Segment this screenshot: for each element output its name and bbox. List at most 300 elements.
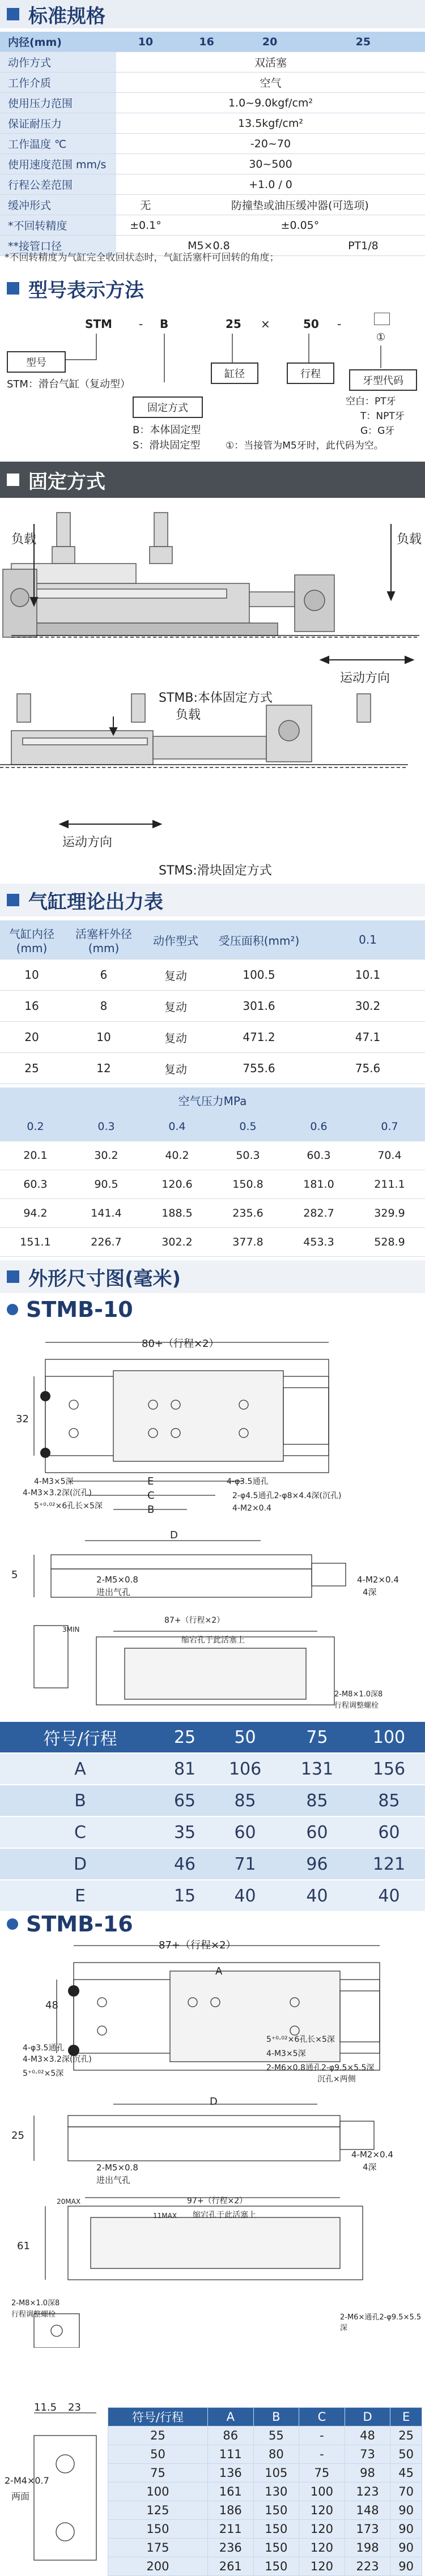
dim-cell: 161	[207, 2483, 253, 2501]
fix-s: S：滑块固定型	[133, 440, 201, 451]
spec-row	[0, 215, 425, 236]
m3-label: 4-M3×3.2深(沉孔)	[23, 1489, 92, 1498]
force-row	[0, 1053, 425, 1084]
force-cell: 471.2	[207, 1022, 311, 1053]
section-square-icon	[7, 474, 19, 486]
pressure-row	[0, 1228, 425, 1257]
thread-blank: 空白：PT牙	[346, 396, 396, 407]
force-cell: 10	[0, 959, 63, 991]
force-header-cell: 气缸内径(mm)	[0, 920, 63, 959]
pressure-header-cell: 0.6	[283, 1112, 354, 1141]
pressure-cell: 150.8	[212, 1170, 283, 1199]
force-header-cell: 活塞杆外径(mm)	[63, 920, 144, 959]
spec-value: 空气	[116, 72, 425, 93]
dim-cell: 175	[108, 2539, 208, 2557]
spec-row	[0, 72, 425, 93]
force-cell: 755.6	[207, 1053, 311, 1084]
spec-row	[0, 174, 425, 195]
vD16-label: D	[210, 2096, 218, 2108]
pressure-cell: 528.9	[354, 1228, 425, 1257]
spec-row	[0, 113, 425, 134]
load-label-s: 负载	[176, 708, 201, 722]
spec-value: +1.0 / 0	[116, 174, 425, 195]
len10-label: 80+（行程×2）	[142, 1338, 219, 1350]
dim-cell: 120	[299, 2501, 345, 2520]
m8-16-label: 2-M8×1.0深8	[11, 2299, 60, 2308]
4m316-label: 4-M3×5深	[266, 2049, 306, 2058]
spec-label: 工作介质	[0, 72, 116, 93]
dim-row	[108, 2445, 422, 2464]
dims-title: 外形尺寸图(毫米)	[28, 1267, 181, 1290]
section-square-icon	[7, 282, 19, 295]
stmb10-label: STMB-10	[26, 1297, 133, 1322]
force-title-bar	[0, 884, 425, 916]
spec-label: 缓冲形式	[0, 195, 116, 215]
11max-label: 11MAX	[153, 2212, 177, 2220]
dim-cell: -	[299, 2426, 345, 2445]
dim-cell: 100	[299, 2483, 345, 2501]
dim-cell: 50	[390, 2445, 422, 2464]
dim-cell: 156	[353, 1753, 425, 1785]
dim-cell: 106	[209, 1753, 281, 1785]
spec-note: *不回转精度为气缸完全收回状态时，气缸活塞杆可回转的角度；	[5, 252, 279, 263]
dim-cell: 136	[207, 2464, 253, 2483]
depth-label: 4深	[363, 1587, 377, 1597]
adj-label: 缩宕孔于此活塞上	[181, 1636, 245, 1645]
mount-title: 固定方式	[28, 470, 105, 493]
spec-value: 双活塞	[116, 52, 425, 72]
dim-cell: 46	[160, 1848, 209, 1880]
dim-row	[0, 1785, 425, 1816]
pressure-header-cell: 0.2	[0, 1112, 71, 1141]
spec-table	[0, 32, 425, 256]
caption-stms: STMS:滑块固定方式	[159, 864, 272, 878]
model-code-stroke: 50	[303, 317, 319, 331]
spec-value: M5×0.8	[116, 236, 301, 256]
v25-label: 25	[11, 2130, 24, 2142]
v115-label: 11.5	[34, 2402, 57, 2413]
dim-cell: 25	[390, 2426, 422, 2445]
spec-value: 30~500	[116, 154, 425, 174]
force-cell: 12	[63, 1053, 144, 1084]
force-cell: 47.1	[311, 1022, 425, 1053]
v61-label: 61	[17, 2240, 30, 2252]
len16b-label: 97+（行程×2）	[187, 2197, 248, 2206]
dim-header-cell: 符号/行程	[108, 2408, 208, 2426]
dim-cell: 15	[160, 1880, 209, 1912]
dim-row	[0, 1816, 425, 1848]
force-header-cell: 受压面积(mm²)	[207, 920, 311, 959]
thread-g: G：G牙	[360, 425, 395, 437]
v48-label: 48	[45, 1999, 58, 2011]
spec-header-cell: 10	[116, 32, 175, 52]
dim-cell: 25	[108, 2426, 208, 2445]
dim-cell: 96	[281, 1848, 353, 1880]
pressure-cell: 94.2	[0, 1199, 71, 1228]
pressure-cell: 377.8	[212, 1228, 283, 1257]
m8b-16-label: 行程调整螺栓	[11, 2310, 56, 2319]
m4-label: 4-M2×0.4	[232, 1504, 271, 1513]
dot-icon	[7, 1918, 18, 1930]
fix-b: B：本体固定型	[133, 424, 201, 436]
model-code-b: B	[160, 317, 169, 331]
model-sep: -	[337, 317, 342, 331]
m316-label: 4-M3×3.2深(沉孔)	[23, 2055, 92, 2064]
spec-header-cell: 20	[238, 32, 301, 52]
dim-cell: D	[0, 1848, 160, 1880]
spec-header-cell: 内径(mm)	[0, 32, 116, 52]
mount-b-drawing	[0, 507, 425, 779]
force-cell: 100.5	[207, 959, 311, 991]
dim-cell: 131	[281, 1753, 353, 1785]
dim-cell: 120	[299, 2557, 345, 2576]
spec-label: 保证耐压力	[0, 113, 116, 134]
dim-cell: A	[0, 1753, 160, 1785]
dim-cell: 75	[299, 2464, 345, 2483]
spec-value: 1.0~9.0kgf/cm²	[116, 93, 425, 113]
model-note: ①：当接管为M5牙时，此代码为空。	[226, 440, 384, 451]
thread-box: 牙型代码	[349, 369, 417, 391]
dim-header-cell: C	[299, 2408, 345, 2426]
model-title: 型号表示方法	[28, 279, 144, 302]
spec-label: 使用速度范围 mm/s	[0, 154, 116, 174]
dim-cell: 35	[160, 1816, 209, 1848]
caption-stmb: STMB:本体固定方式	[159, 691, 273, 705]
spec-value: ±0.05°	[175, 215, 425, 236]
v5-label: 5	[11, 1569, 18, 1581]
4s16-label: 4-φ3.5通孔	[23, 2044, 65, 2053]
force-cell: 25	[0, 1053, 63, 1084]
dim-cell: 86	[207, 2426, 253, 2445]
force-header-cell: 0.1	[311, 920, 425, 959]
force-cell: 30.2	[311, 991, 425, 1022]
dim-cell: 65	[160, 1785, 209, 1816]
pressure-cell: 282.7	[283, 1199, 354, 1228]
spec-row	[0, 195, 425, 215]
dim-row	[108, 2539, 422, 2557]
dim-cell: 105	[253, 2464, 299, 2483]
dim-header-cell: 符号/行程	[0, 1722, 160, 1753]
mount-title-bar	[0, 462, 425, 498]
stmb16-heading	[7, 1912, 133, 1937]
vB-label: B	[147, 1504, 155, 1516]
dim-cell: 60	[281, 1816, 353, 1848]
spec-value: 无	[116, 195, 175, 215]
dim-cell: 186	[207, 2501, 253, 2520]
motion-label-s: 运动方向	[62, 835, 113, 850]
dim-cell: 60	[209, 1816, 281, 1848]
force-cell: 20	[0, 1022, 63, 1053]
pressure-cell: 181.0	[283, 1170, 354, 1199]
depth16-label: 4深	[363, 2162, 377, 2172]
load-label-right: 负载	[397, 532, 422, 547]
pressure-cell: 40.2	[142, 1141, 212, 1170]
force-cell: 10.1	[311, 959, 425, 991]
pressure-title: 空气压力MPa	[0, 1087, 425, 1112]
3min-label: 3MIN	[62, 1626, 80, 1634]
dim-cell: 40	[281, 1880, 353, 1912]
stmb16-label: STMB-16	[26, 1912, 133, 1937]
pressure-header-cell: 0.3	[71, 1112, 142, 1141]
force-cell: 75.6	[311, 1053, 425, 1084]
dim-cell: -	[299, 2445, 345, 2464]
vE-label: E	[147, 1475, 154, 1487]
spec-value: PT1/8	[301, 236, 425, 256]
dim-header-cell: E	[390, 2408, 422, 2426]
pressure-cell: 120.6	[142, 1170, 212, 1199]
m516-label: 2-M5×0.8	[96, 2163, 138, 2173]
m8b-label: 行程调整螺栓	[334, 1701, 379, 1710]
dim-cell: 261	[207, 2557, 253, 2576]
dim-cell: 150	[253, 2501, 299, 2520]
dim-cell: 121	[353, 1848, 425, 1880]
spec-label: *不回转精度	[0, 215, 116, 236]
dim-cell: B	[0, 1785, 160, 1816]
5-label: 5⁺⁰·⁰²×6孔长×5深	[34, 1502, 103, 1511]
dim-header-cell: D	[345, 2408, 390, 2426]
dim-cell: 148	[345, 2501, 390, 2520]
m5-label: 2-M5×0.8	[96, 1575, 138, 1585]
pressure-cell: 70.4	[354, 1141, 425, 1170]
pressure-cell: 141.4	[71, 1199, 142, 1228]
dim-cell: 150	[108, 2520, 208, 2539]
dim-row	[108, 2557, 422, 2576]
dim-cell: 130	[253, 2483, 299, 2501]
dim-cell: 50	[108, 2445, 208, 2464]
516b-label: 5⁺⁰·⁰²×6孔长×5深	[266, 2035, 335, 2044]
pressure-header-cell: 0.7	[354, 1112, 425, 1141]
inlet-label: 进出气孔	[96, 1587, 131, 1597]
force-row	[0, 1022, 425, 1053]
v32-label: 32	[16, 1413, 29, 1425]
dim-cell: 73	[345, 2445, 390, 2464]
load-label-left: 负载	[11, 532, 37, 547]
section-square-icon	[7, 1270, 19, 1283]
m2-label: 2-M4×0.7	[5, 2475, 49, 2486]
pressure-cell: 329.9	[354, 1199, 425, 1228]
dim-cell: 81	[160, 1753, 209, 1785]
dim-cell: 98	[345, 2464, 390, 2483]
dim-cell: 150	[253, 2520, 299, 2539]
dim-cell: 85	[209, 1785, 281, 1816]
dim-cell: 71	[209, 1848, 281, 1880]
dim-row	[0, 1753, 425, 1785]
pressure-cell: 226.7	[71, 1228, 142, 1257]
pressure-header-row	[0, 1112, 425, 1141]
dim-cell: 211	[207, 2520, 253, 2539]
spec-label: 动作方式	[0, 52, 116, 72]
dim-cell: 48	[345, 2426, 390, 2445]
m6b-label: 沉孔×两侧	[317, 2075, 356, 2084]
type-box: 型号	[7, 351, 66, 373]
both-label: 两面	[11, 2491, 30, 2502]
stmb16-table	[108, 2407, 422, 2576]
motion-label-b: 运动方向	[340, 671, 390, 685]
spec-title-bar	[0, 0, 425, 28]
force-row	[0, 959, 425, 991]
spec-row	[0, 134, 425, 154]
dim-row	[108, 2426, 422, 2445]
vD-label: D	[170, 1529, 178, 1541]
dim-cell: 85	[353, 1785, 425, 1816]
stmb16-drawing	[0, 1940, 425, 2348]
dim-cell: 125	[108, 2501, 208, 2520]
dim-header-cell: 75	[281, 1722, 353, 1753]
force-cell: 10	[63, 1022, 144, 1053]
516-label: 5⁺⁰·⁰²×5深	[23, 2069, 64, 2078]
stmb16-end-view	[0, 2402, 108, 2571]
dim-header-cell: 100	[353, 1722, 425, 1753]
pressure-cell: 151.1	[0, 1228, 71, 1257]
dim-cell: 111	[207, 2445, 253, 2464]
force-cell: 复动	[144, 959, 207, 991]
stmb10-table	[0, 1722, 425, 1912]
type-desc: STM：滑台气缸（复动型）	[7, 378, 130, 390]
stmb10-header-row	[0, 1722, 425, 1753]
dim-cell: 200	[108, 2557, 208, 2576]
dim-row	[108, 2501, 422, 2520]
45-label: 2-φ4.5通孔2-φ8×4.4深(沉孔)	[232, 1491, 342, 1500]
pressure-cell: 50.3	[212, 1141, 283, 1170]
section-square-icon	[7, 894, 19, 906]
pressure-row	[0, 1141, 425, 1170]
dim-header-cell: 50	[209, 1722, 281, 1753]
pressure-header-cell: 0.5	[212, 1112, 283, 1141]
dims-title-bar	[0, 1260, 425, 1293]
dim-cell: 173	[345, 2520, 390, 2539]
force-cell: 16	[0, 991, 63, 1022]
len10b-label: 87+（行程×2）	[164, 1616, 225, 1625]
spec-row	[0, 154, 425, 174]
adj16-label: 缩宕孔于此活塞上	[193, 2211, 256, 2220]
spec-label: **接管口径	[0, 236, 116, 256]
dim-cell: 198	[345, 2539, 390, 2557]
pressure-cell: 60.3	[0, 1170, 71, 1199]
force-cell: 复动	[144, 991, 207, 1022]
force-cell: 复动	[144, 1022, 207, 1053]
dim-cell: 90	[390, 2501, 422, 2520]
pressure-cell: 60.3	[283, 1141, 354, 1170]
dim-cell: 40	[209, 1880, 281, 1912]
dim-row	[0, 1848, 425, 1880]
spec-header-cell: 25	[301, 32, 425, 52]
stmb16-header-row	[108, 2408, 422, 2426]
dim-cell: 90	[390, 2557, 422, 2576]
m4-16-label: 4-M2×0.4	[351, 2149, 393, 2160]
circle-note-1: ①	[376, 331, 386, 343]
dim-cell: 90	[390, 2539, 422, 2557]
dim-cell: C	[0, 1816, 160, 1848]
pressure-cell: 30.2	[71, 1141, 142, 1170]
force-header-cell: 动作型式	[144, 920, 207, 959]
dim-cell: 120	[299, 2539, 345, 2557]
pressure-cell: 20.1	[0, 1141, 71, 1170]
dim-cell: E	[0, 1880, 160, 1912]
spec-row	[0, 52, 425, 72]
model-sep: -	[139, 317, 143, 331]
stmb10-heading	[7, 1297, 133, 1322]
model-code-bore: 25	[226, 317, 241, 331]
model-title-bar	[0, 272, 425, 305]
spec-label: 行程公差范围	[0, 174, 116, 195]
pressure-cell: 453.3	[283, 1228, 354, 1257]
4m3-label: 4-M3×5深	[34, 1477, 74, 1486]
m8-label: 2-M8×1.0深8	[334, 1690, 383, 1699]
pressure-cell: 211.1	[354, 1170, 425, 1199]
model-sep: ×	[261, 317, 270, 331]
dim-cell: 85	[281, 1785, 353, 1816]
spec-row	[0, 93, 425, 113]
spec-title: 标准规格	[28, 5, 105, 28]
dim-cell: 55	[253, 2426, 299, 2445]
dim-cell: 90	[390, 2520, 422, 2539]
section-square-icon	[7, 8, 19, 20]
spec-header-cell: 16	[175, 32, 238, 52]
20max-label: 20MAX	[57, 2198, 81, 2206]
dim-cell: 123	[345, 2483, 390, 2501]
thread-t: T：NPT牙	[360, 411, 405, 422]
force-cell: 6	[63, 959, 144, 991]
dim-row	[108, 2464, 422, 2483]
force-row	[0, 991, 425, 1022]
pressure-row	[0, 1170, 425, 1199]
force-table	[0, 920, 425, 1084]
m6s-label: 2-M6×通孔2-φ9.5×5.5深	[340, 2313, 422, 2332]
pressure-cell: 188.5	[142, 1199, 212, 1228]
fix-box: 固定方式	[133, 396, 203, 418]
m6-label: 2-M6×0.8通孔2-φ9.5×5.5深	[266, 2063, 375, 2072]
m4b-label: 4-M2×0.4	[357, 1575, 399, 1585]
dim-header-cell: B	[253, 2408, 299, 2426]
force-header-row	[0, 920, 425, 959]
dim-cell: 100	[108, 2483, 208, 2501]
dim-cell: 150	[253, 2557, 299, 2576]
dim-cell: 70	[390, 2483, 422, 2501]
stroke-box: 行程	[287, 362, 334, 384]
spec-value: 防撞垫或油压缓冲器(可选项)	[175, 195, 425, 215]
spec-label: 使用压力范围	[0, 93, 116, 113]
spec-value: -20~70	[116, 134, 425, 154]
dim-cell: 236	[207, 2539, 253, 2557]
dim-cell: 40	[353, 1880, 425, 1912]
vA-label: A	[215, 1965, 223, 1977]
force-cell: 301.6	[207, 991, 311, 1022]
model-code-stm: STM	[85, 317, 112, 331]
spec-value: 13.5kgf/cm²	[116, 113, 425, 134]
dim-header-cell: A	[207, 2408, 253, 2426]
dim-cell: 60	[353, 1816, 425, 1848]
stmb10-drawing	[0, 1331, 425, 1722]
dim-row	[108, 2483, 422, 2501]
spec-label: 工作温度 ℃	[0, 134, 116, 154]
dim-cell: 120	[299, 2520, 345, 2539]
dim-cell: 45	[390, 2464, 422, 2483]
force-cell: 8	[63, 991, 144, 1022]
dim-row	[108, 2520, 422, 2539]
thread-code-box	[374, 313, 390, 325]
inlet16-label: 进出气孔	[96, 2175, 131, 2185]
4s-label: 4-φ3.5通孔	[227, 1477, 269, 1486]
v23-label: 23	[68, 2402, 81, 2413]
pressure-cell: 235.6	[212, 1199, 283, 1228]
pressure-row	[0, 1199, 425, 1228]
force-title: 气缸理论出力表	[28, 890, 163, 914]
pressure-table	[0, 1112, 425, 1257]
spec-header-row	[0, 32, 425, 52]
dim-cell: 223	[345, 2557, 390, 2576]
dim-header-cell: 25	[160, 1722, 209, 1753]
pressure-header-cell: 0.4	[142, 1112, 212, 1141]
